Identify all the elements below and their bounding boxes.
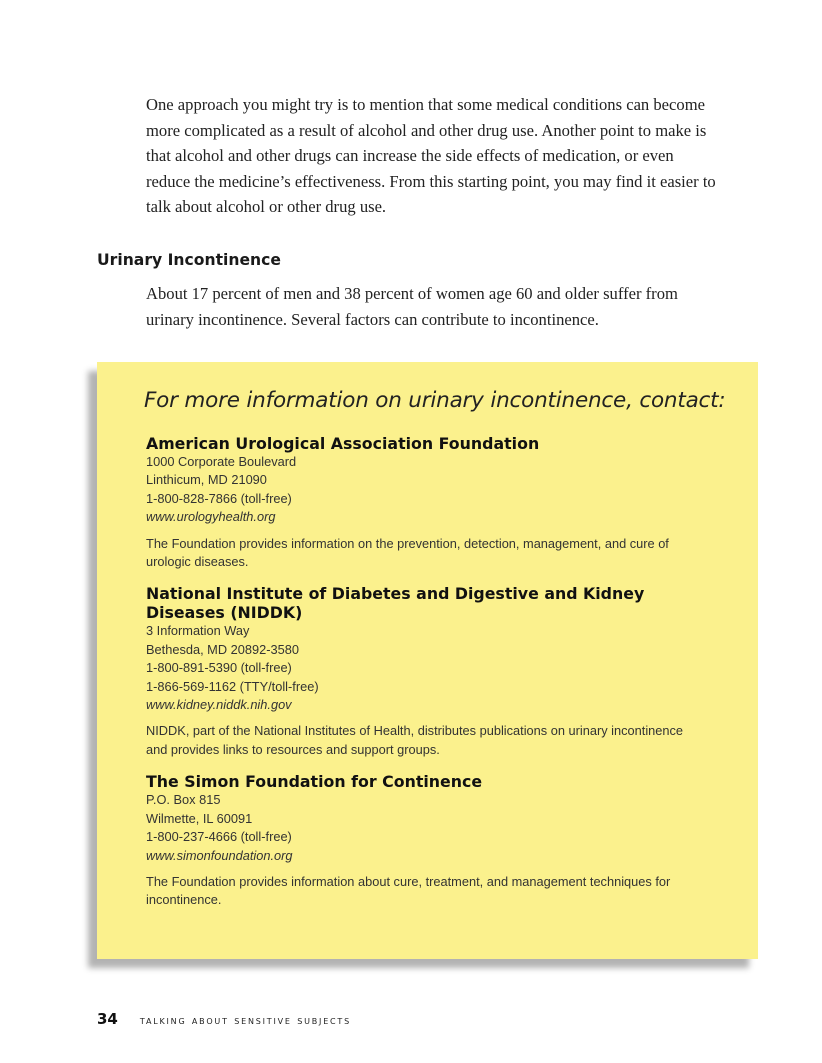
contact-info-box [97,362,758,959]
page-footer [97,1010,351,1028]
org-address-line: P.O. Box 815 [146,792,221,808]
org-phone: 1-800-237-4666 (toll-free) [146,829,292,845]
org-description: The Foundation provides information on the prevention, detection, management, and cure of urologic diseases. [146,535,669,570]
org-address-line: 3 Information Way [146,623,250,639]
org-entry-simon [146,772,728,909]
org-city-line: Linthicum, MD 21090 [146,472,267,488]
org-website-link[interactable]: www.urologyhealth.org [146,509,276,525]
org-address-line: 1000 Corporate Boulevard [146,454,297,469]
org-website-link[interactable]: www.simonfoundation.org [146,847,293,863]
intro-paragraph: One approach you might try is to mention that some medical conditions can become more complicated as a result of alcohol and other drug use. Another point to make is that alcohol and other drugs can increase the side effects of medication, or even reduce the medicine’s effectiveness. From this starting point, you may find it easier to talk about alcohol or other drug use. [146,95,716,216]
org-website-link[interactable]: www.kidney.niddk.nih.gov [146,697,292,713]
section-heading: Urinary Incontinence [97,251,281,269]
org-city-line: Bethesda, MD 20892-3580 [146,641,299,657]
org-description: NIDDK, part of the National Institutes of Health, distributes publications on urinary incontinence and provides links to resources and support groups. [146,723,684,757]
running-head: talking about sensitive subjects [139,1013,351,1027]
org-entry-niddk [146,584,728,759]
page-number: 34 [97,1010,118,1028]
org-name: American Urological Association Foundation [146,434,540,453]
org-entry-aua [146,434,728,571]
org-tty-phone: 1-866-569-1162 (TTY/toll-free) [146,678,319,694]
org-phone: 1-800-828-7866 (toll-free) [146,490,292,506]
org-city-line: Wilmette, IL 60091 [146,810,253,826]
org-description: The Foundation provides information about cure, treatment, and management techniques for incontinence. [146,873,671,908]
info-box-title: For more information on urinary incontinence, contact: [144,388,726,413]
org-phone: 1-800-891-5390 (toll-free) [146,660,292,676]
org-name: The Simon Foundation for Continence [146,772,483,792]
org-name: National Institute of Diabetes and Digestive and Kidney Diseases (NIDDK) [146,584,645,623]
section-body: About 17 percent of men and 38 percent of women age 60 and older suffer from urinary incontinence. Several factors can contribute to incontinence. [146,284,678,329]
